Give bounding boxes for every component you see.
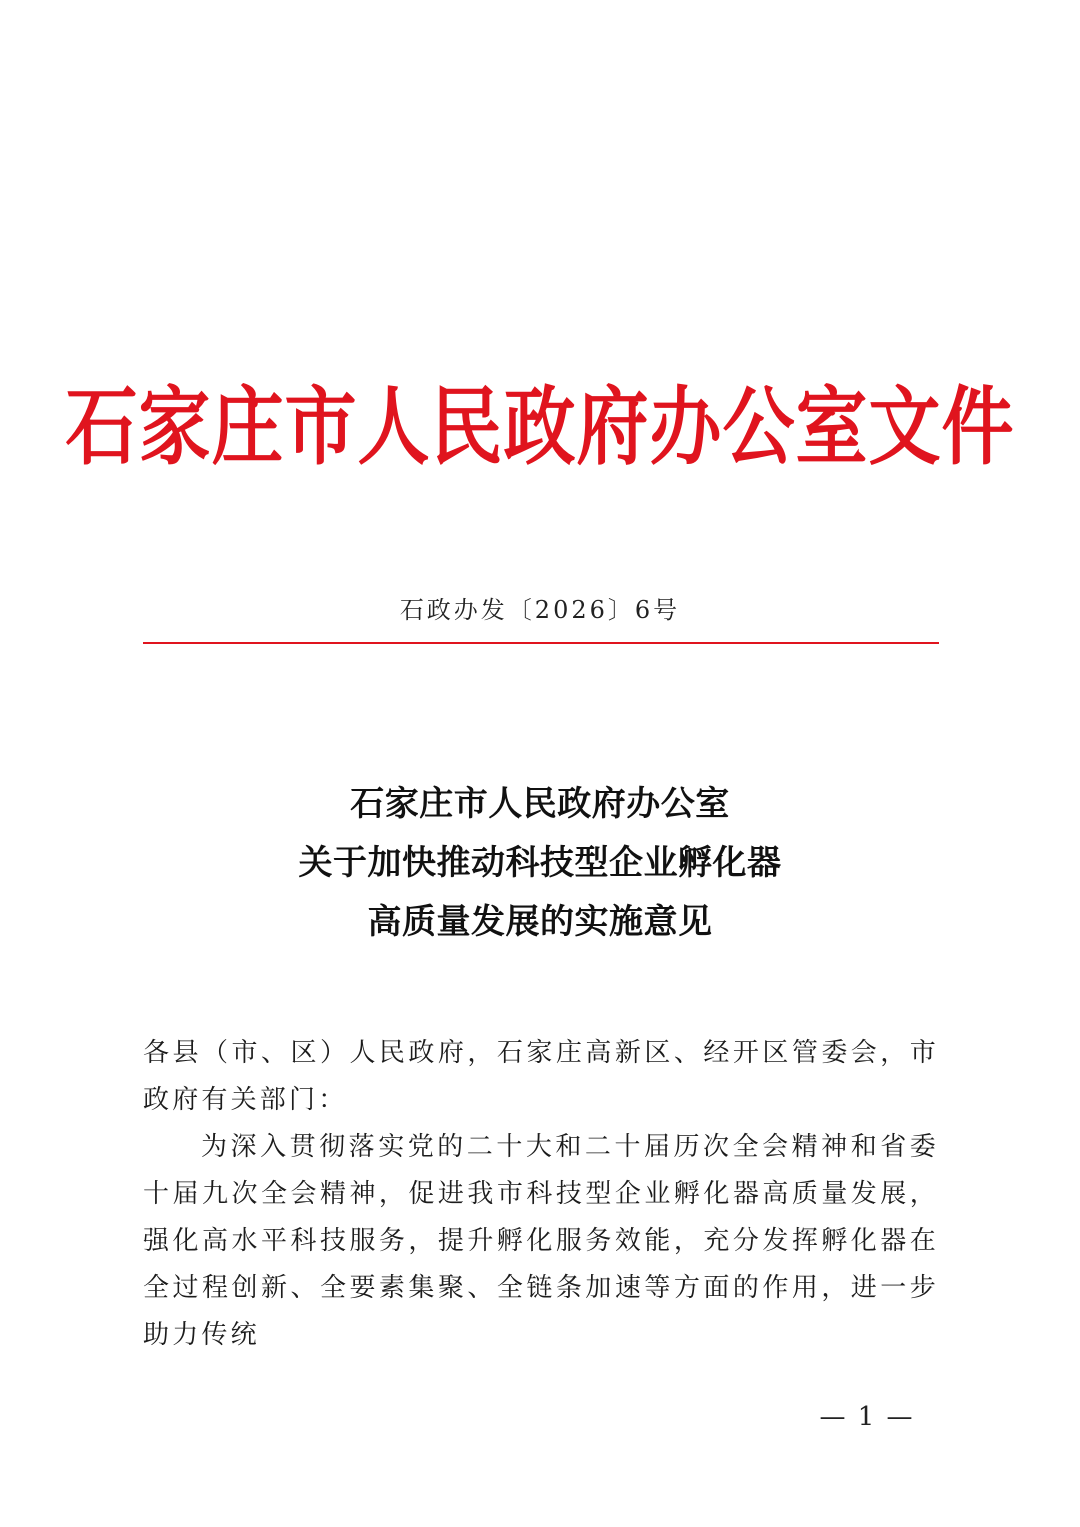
page-number: — 1 — xyxy=(819,1402,915,1432)
red-separator-rule xyxy=(143,642,939,644)
document-body xyxy=(143,1030,939,1359)
masthead-title: 石家庄市人民政府办公室文件 xyxy=(65,376,1015,477)
body-paragraph-1: 为深入贯彻落实党的二十大和二十届历次全会精神和省委十届九次全会精神，促进我市科技型企业孵化器高质量发展，强化高水平科技服务，提升孵化服务效能，充分发挥孵化器在全过程创新、全要素集聚、全链条加速等方面的作用，进一步助力传统 xyxy=(143,1132,939,1350)
title-line-2: 关于加快推动科技型企业孵化器 xyxy=(298,843,782,883)
document-number: 石政办发〔2026〕6号 xyxy=(399,596,681,624)
title-line-1: 石家庄市人民政府办公室 xyxy=(350,784,730,824)
title-line-3: 高质量发展的实施意见 xyxy=(367,902,713,942)
document-title xyxy=(0,775,1080,952)
addressee-paragraph: 各县（市、区）人民政府，石家庄高新区、经开区管委会，市政府有关部门： xyxy=(143,1038,939,1115)
